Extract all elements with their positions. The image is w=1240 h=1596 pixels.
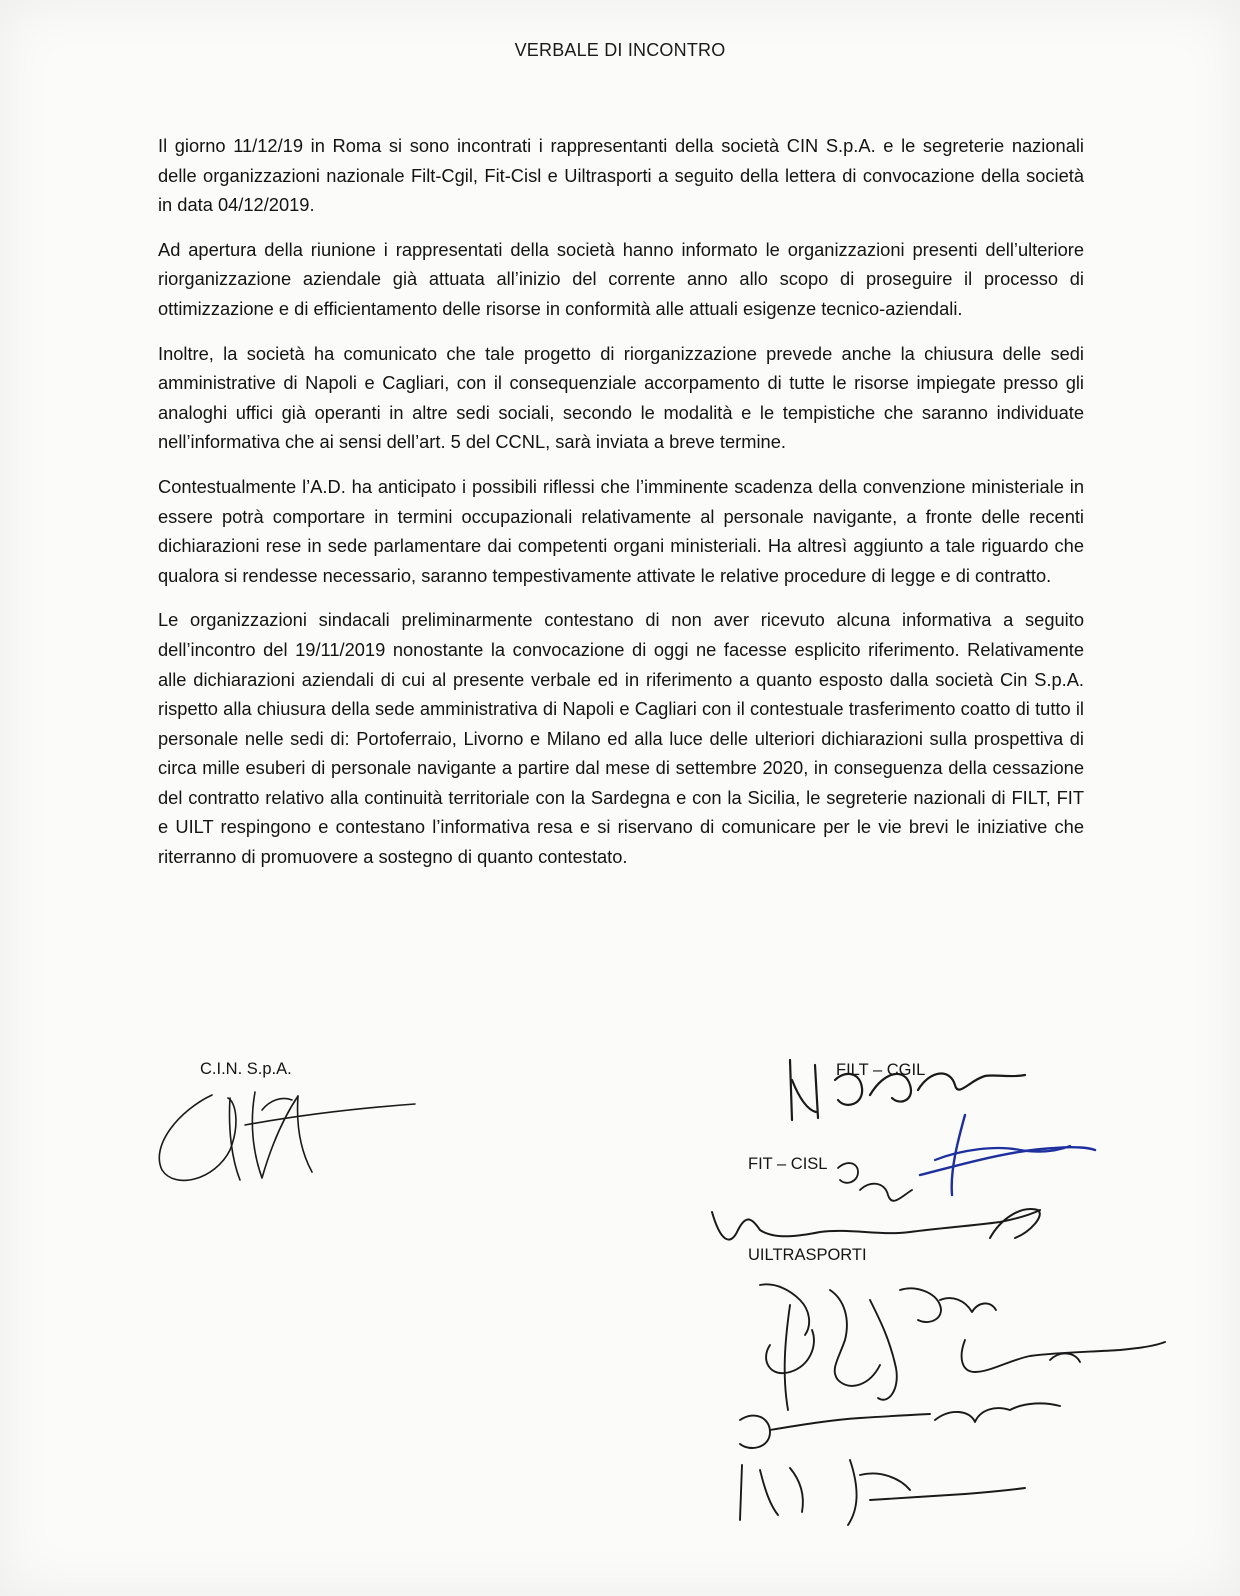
paragraph-4: Contestualmente l’A.D. ha anticipato i possibili riflessi che l’imminente scadenza della convenzione ministeriale in essere potrà comportare in termini occupazionali relativamente al personale navigante, a fronte delle recenti dichiarazioni rese in sede parlamentare dai competenti organi ministeriali. Ha altresì aggiunto a tale riguardo che qualora si rendesse necessario, saranno tempestivamente attivate le relative procedure di legge e di contratto. xyxy=(158,475,1084,586)
fit-cisl-label: FIT – CISL xyxy=(748,1155,828,1173)
uiltrasporti-label: UILTRASPORTI xyxy=(748,1246,867,1264)
paragraph-3: Inoltre, la società ha comunicato che tale progetto di riorganizzazione prevede anche la chiusura delle sedi amministrative di Napoli e Cagliari, con il consequenziale accorpamento di tutte le risorse impiegate presso gli analoghi uffici già operanti in altre sedi sociali, secondo le modalità e le tempistiche che saranno individuate nell’informativa che ai sensi dell’art. 5 del CCNL, sarà inviata a breve termine. xyxy=(158,342,1084,453)
paragraph-5: Le organizzazioni sindacali preliminarmente contestano di non aver ricevuto alcuna informativa a seguito dell’incontro del 19/11/2019 nonostante la convocazione di oggi ne facesse esplicito riferimento. Relativamente alle dichiarazioni aziendali di cui al presente verbale ed in riferimento a quanto esposto dalla società Cin S.p.A. rispetto alla chiusura della sede amministrativa di Napoli e Cagliari con il contestuale trasferimento coatto di tutto il personale nelle sedi di: Portoferraio, Livorno e Milano ed alla luce delle ulteriori dichiarazioni sulla prospettiva di circa mille esuberi di personale navigante a partire dal mese di settembre 2020, in conseguenza della cessazione del contratto relativo alla continuità territoriale con la Sardegna e con la Sicilia, le segreterie nazionali di FILT, FIT e UILT respingono e contestano l’informativa resa e si riservano di comunicare per le vie brevi le iniziative che riterranno di promuovere a sostegno di quanto contestato. xyxy=(158,609,1084,868)
document-body xyxy=(158,131,1084,887)
filt-cgil-label: FILT – CGIL xyxy=(836,1061,926,1079)
fit-cisl-signature-scribble xyxy=(712,1115,1095,1240)
paragraph-1: Il giorno 11/12/19 in Roma si sono incontrati i rappresentanti della società CIN S.p.A. e le segreterie nazionali delle organizzazioni nazionale Filt-Cgil, Fit-Cisl e Uiltrasporti a seguito della lettera di convocazione della società in data 04/12/2019. xyxy=(158,135,1084,216)
uiltrasporti-signature-scribble xyxy=(740,1284,1165,1525)
company-signature-label: C.I.N. S.p.A. xyxy=(200,1060,292,1078)
document-title: VERBALE DI INCONTRO xyxy=(514,40,726,60)
company-signature-scribble xyxy=(159,1092,415,1180)
paragraph-2: Ad apertura della riunione i rappresentati della società hanno informato le organizzazioni presenti dell’ulteriore riorganizzazione aziendale già attuata all’inizio del corrente anno allo scopo di proseguire il processo di ottimizzazione e di efficientamento delle risorse in conformità alle attuali esigenze tecnico-aziendali. xyxy=(158,238,1084,319)
